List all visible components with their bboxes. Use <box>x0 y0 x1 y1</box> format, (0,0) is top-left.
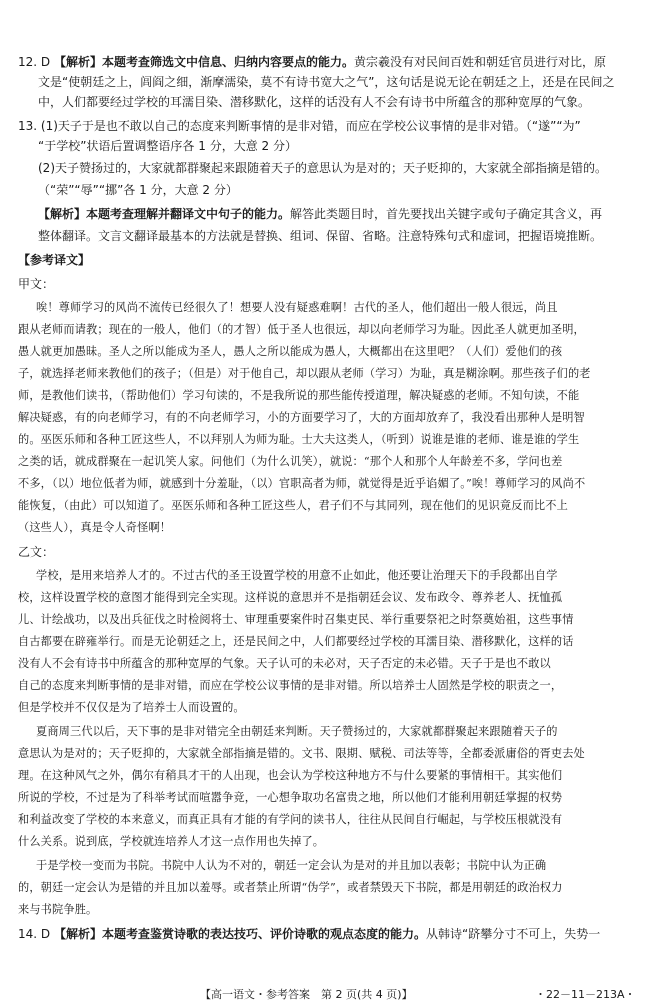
yi-line: 夏商周三代以后，天下事的是非对错完全由朝廷来判断。天子赞扬过的，大家就都群聚起来跟随着天子的 <box>36 725 558 738</box>
q13-analysis-text: 解答此类题目时，首先要找出关键字或句子确定其含义，再 <box>290 207 603 221</box>
q12-number: 12. D <box>18 55 51 69</box>
yi-line: 意思认为是对的；天子贬抑的，大家就全部指摘是错的。文书、限期、赋税、司法等等，全都委派庸俗的胥吏去处 <box>18 747 585 760</box>
jia-line: 解决疑惑，有的向老师学习，有的不向老师学习，小的方面要学习了，大的方面却放弃了，我没看出那种人是明智 <box>18 411 585 424</box>
jia-line: 不多，（以）地位低者为师，就感到十分羞耻，（以）官职高者为师，就觉得是近乎谄媚了。”唉！尊师学习的风尚不 <box>18 477 586 490</box>
jia-line: 能恢复，（由此）可以知道了。巫医乐师和各种工匠这些人，君子们不与其同列，现在他们的见识竟反而比不上 <box>18 499 568 512</box>
jia-line: 师，是教他们读书，（帮助他们）学习句读的，不是我所说的那些能传授道理，解决疑惑的老师。不知句读，不能 <box>18 389 580 402</box>
q13-analysis-tag: 【解析】 <box>38 207 87 221</box>
footer-doc-code: ・22－11－213A・ <box>535 988 636 1001</box>
q13-line-1: 13. (1)天子于是也不敢以自己的态度来判断事情的是非对错，而应在学校公议事情的是非对错。（“遂”“为” <box>18 119 581 133</box>
ref-translation-title: 【参考译文】 <box>18 253 91 267</box>
yi-line: 校，这样设置学校的意图才能得到完全实现。这样说的意思并不是指朝廷会议、发布政令、尊养老人、抚恤孤 <box>18 591 563 604</box>
jia-label: 甲文： <box>18 277 55 291</box>
q13-analysis-line-2: 整体翻译。文言文翻译最基本的方法就是替换、组词、保留、省略。注意特殊句式和虚词，把握语境推断。 <box>38 229 603 243</box>
q13-line-4: （“荣”“辱”“挪”各 1 分，大意 2 分） <box>38 183 238 197</box>
footer-page-info: 【高一语文・参考答案 第 2 页(共 4 页)】 <box>200 988 413 1001</box>
q13-line-2: “于学校”状语后置调整语序各 1 分，大意 2 分） <box>38 139 297 153</box>
q13-line-3: (2)天子赞扬过的，大家就都群聚起来跟随着天子的意思认为是对的；天子贬抑的，大家就全部指摘是错的。 <box>38 161 608 175</box>
q12-line-3: 中，人们都要经过学校的耳濡目染、潜移默化，这样的话没有人不会有诗书中所蕴含的那种宽厚的气象。 <box>38 95 591 109</box>
q12-text-1: 黄宗羲没有对民间百姓和朝廷官员进行对比，原 <box>354 55 607 69</box>
yi-line: 和利益改变了学校的本来意义，而真正具有才能的有学问的读书人，往往从民间自行崛起，与学校压根就没有 <box>18 813 563 826</box>
jia-line: 的。巫医乐师和各种工匠这些人，不以拜别人为师为耻。士大夫这类人，（听到）说谁是谁的老师、谁是谁的学生 <box>18 433 580 446</box>
yi-line: 儿、计绘战功，以及出兵征伐之时检阅将士、审理重要案件时召集吏民、举行重要祭祀之时祭奠始祖，这些事情 <box>18 613 574 626</box>
q13-ability-lead: 本题考查理解并翻译文中句子的能力。 <box>86 207 291 221</box>
jia-line: 跟从老师而请教；现在的一般人，他们（的才智）低于圣人也很远，却以向老师学习为耻。因此圣人就更加圣明， <box>18 323 585 336</box>
yi-line: 自古都要在辟雍举行。而是无论朝廷之上，还是民间之中，人们都要经过学校的耳濡目染、潜移默化，这样的话 <box>18 635 574 648</box>
jia-line: 子，就选择老师来教他们的孩子；（但是）对于他自己，却以跟从老师（学习）为耻，真是糊涂啊。那些孩子们的老 <box>18 367 591 380</box>
q14-analysis-tag: 【解析】 <box>53 927 102 941</box>
q12-ability-lead: 本题考查筛选文中信息、归纳内容要点的能力。 <box>101 55 354 69</box>
yi-line: 但是学校并不仅仅是为了培养士人而设置的。 <box>18 701 245 714</box>
jia-line: 愚人就更加愚昧。圣人之所以能成为圣人，愚人之所以能成为愚人，大概都出在这里吧？（人们）爱他们的孩 <box>18 345 563 358</box>
yi-label: 乙文： <box>18 545 55 559</box>
yi-line: 学校，是用来培养人才的。不过古代的圣王设置学校的用意不止如此，他还要让治理天下的手段都出自学 <box>36 569 558 582</box>
q12-analysis-tag: 【解析】 <box>53 55 102 69</box>
yi-line: 自己的态度来判断事情的是非对错，而应在学校公议事情的是非对错。所以培养士人固然是学校的职责之一， <box>18 679 563 692</box>
yi-line: 来与书院争胜。 <box>18 903 98 916</box>
q12-line-1 <box>18 54 606 70</box>
yi-line: 没有人不会有诗书中所蕴含的那种宽厚的气象。天子认可的未必对，天子否定的未必错。天子于是也不敢以 <box>18 657 551 670</box>
q14-text-1: 从韩诗“跻攀分寸不可上，失势一 <box>426 927 601 941</box>
yi-line: 的，朝廷一定会认为是错的并且加以羞辱。或者禁止所谓“伪学”，或者禁毁天下书院，都是用朝廷的政治权力 <box>18 881 563 894</box>
yi-line: 理。在这种风气之外，偶尔有稍具才干的人出现，也会认为学校这种地方不与什么要紧的事情相干。其实他们 <box>18 769 563 782</box>
jia-line: 唉！尊师学习的风尚不流传已经很久了！想要人没有疑惑难啊！古代的圣人，他们超出一般人很远，尚且 <box>36 301 558 314</box>
q14-line-1 <box>18 926 600 942</box>
q14-number: 14. D <box>18 927 51 941</box>
q14-ability-lead: 本题考查鉴赏诗歌的表达技巧、评价诗歌的观点态度的能力。 <box>101 927 426 941</box>
q13-analysis-line-1 <box>38 206 602 222</box>
q12-line-2: 文是“使朝廷之上，闾阎之细，渐摩濡染，莫不有诗书宽大之气”，这句话是说无论在朝廷之上，还是在民间之 <box>38 75 615 89</box>
yi-line: 所说的学校，不过是为了科举考试而喧嚣争竞，一心想争取功名富贵之地，所以他们才能利用朝廷掌握的权势 <box>18 791 563 804</box>
jia-line: 之类的话，就成群聚在一起讥笑人家。问他们（为什么讥笑），就说：“那个人和那个人年龄差不多，学问也差 <box>18 455 563 468</box>
yi-line: 什么关系。说到底，学校就连培养人才这一点作用也失掉了。 <box>18 835 325 848</box>
yi-line: 于是学校一变而为书院。书院中人认为不对的，朝廷一定会认为是对的并且加以表彰；书院中认为正确 <box>36 859 547 872</box>
jia-line: （这些人），真是令人奇怪啊！ <box>18 521 172 534</box>
